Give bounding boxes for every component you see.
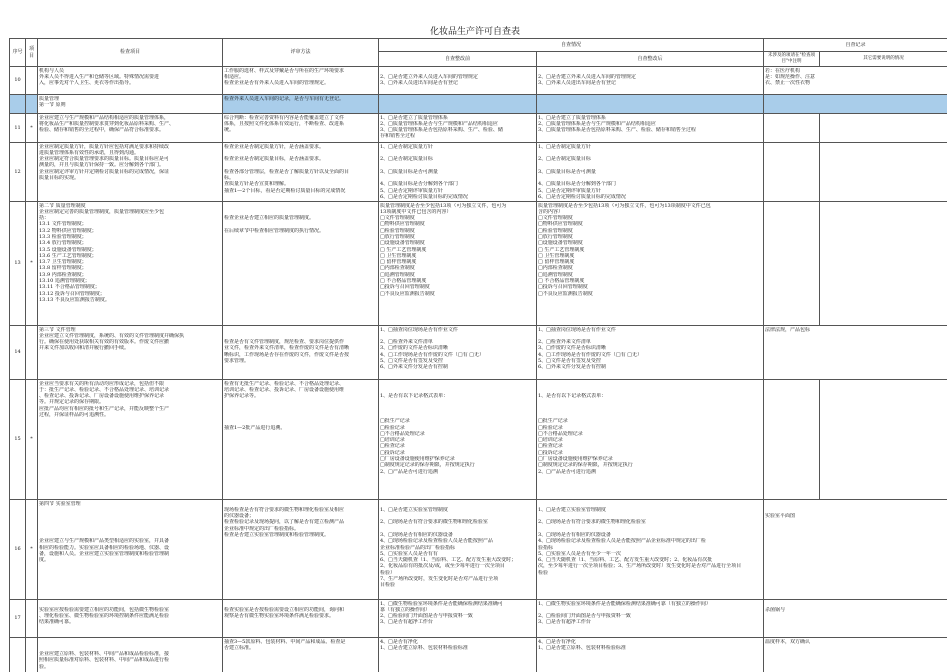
after-cell: 2、□是否建立外来人员进入车间的管理规定 3、□外来人员进出车间是否有登记: [537, 67, 764, 95]
table-row-10: [10, 67, 948, 95]
after-cell: 4、□是否有净化 1、□是否建立原料、包装材料检验标准: [537, 638, 764, 672]
remark-cell: 若：在医疗机构 是：如规范操作、注意 衣、禁止一次性衣物: [764, 67, 947, 95]
check-item-cell: 实验室应按检验需要建立相应的功能间，包括微生物检验室 、理化检验室、微生物检验室的环境控制条件应能满足检验 结果准确可靠。: [38, 600, 223, 638]
after-cell: 1、□微生物实验室环境条件是否能确保检测结果准确可靠（有独立的操作间） 2、□检验间门开面图是否与申报资料一致 3、□是否有超净工作台: [537, 600, 764, 638]
row-number: 10: [10, 67, 26, 95]
row-number: 15: [10, 380, 26, 500]
check-item-cell: 机构与人员 外来人员不得进入生产和仓储等区域。特殊情况需要进 入，应事先对个人卫生、更衣等作出指导。: [38, 67, 223, 95]
row-number: [10, 638, 26, 672]
table-row-14: [10, 326, 948, 380]
col-header-no: 序号: [10, 39, 26, 67]
row-mark: [26, 67, 38, 95]
after-cell: 1、□是否建立实验室管理制度 2、□现场是否有符合要求的微生物和理化检验室 3、□现场是否有相应的仪器设备 4、□现场检验记录及检查检验人员是否能按照产品企业标准中规定的出厂检 验指标 5、□实验室人员是否有至少一年一次 6、□当天随机查（1、当原料、工艺、配方发生重大改变时；2、化妆品有次批 次，至少每年进行一次全项目检验；3、生产场所改变时）发生变化时是否对产品进行全项目 检验: [537, 500, 764, 600]
method-cell: 工作服的选材、样式及穿戴是否与所在的生产环境要求 相适应。 检查企业是否有外来人员进入车间的管理规定。: [223, 67, 379, 95]
table-row-18: [10, 638, 948, 672]
check-item-cell: 第四节 实验室管理 企业应建立与生产规模和产品类型相适应的实验室，并具备 相应的检验能力。实验室应具备相应的检验场地、仪器、设 备，设施和人员。企业应建立实验室管理制度和检验管理制 度。: [38, 500, 223, 600]
col-header-after: 自查整改后: [537, 52, 764, 67]
remark-cell: 杀菌锅与: [764, 600, 947, 638]
row-number: 12: [10, 143, 26, 202]
col-header-method: 评审方法: [223, 39, 379, 67]
before-cell: 1、□是否建立实验室管理制度 2、□现场是否有符合要求的微生物和理化检验室 3、□现场是否有相应的仪器设备 4、□现场检验记录及检查检验人员是否能按照产品 企业标准检验产品的出厂检验指标 5、□实验室人员是否有有 6、□当天随机查（1、当原料、工艺、配方发生重大改变时； 2、化妆品原有的批次及/或，或至少每年进行一次全项目 检验） 7、生产场所改变时，发生变化时是否对产品进行全项 目检验: [379, 500, 537, 600]
before-cell: 1、是否有以下记录格式表单： □批生产记录 □检验记录 □不合格品处理记录 □培训记录 □检查记录 □投诉记录 □厂房设备设施使用维护保养记录 □制度规定记录的保存期限，并按规定执行 2、□产品是否可进行追溯: [379, 380, 537, 500]
table-row-12: [10, 143, 948, 202]
row-number: 16: [10, 500, 26, 600]
method-cell: 检查企业是否制定质量方针，是否涵盖要求。 检查企业是否制定质量目标，是否涵盖要求。 检查各部分管理层，检查是否了解质量方针以及全面的目 标。 查质量方针是否宣贯和理解。 抽查1—2个目标，看是否定期检讨质量目标的完成情况: [223, 143, 379, 202]
after-cell: 1、□抽查岗位现场是否有作业文件 2、□检查外来文件清单 3、□作废的文件是否标识清晰 4、□工作现场是否有作废的文件（□有 □无） 5、□文件是否有签发及受控 6、□外来文件分发是否有控制: [537, 326, 764, 380]
before-cell: 2、□是否建立外来人员进入车间的管理规定 3、□外来人员进出车间是否有登记: [379, 67, 537, 95]
before-cell: 4、□是否有净化 1、□是否建立原料、包装材料检验标准: [379, 638, 537, 672]
method-cell: 综合判断：检查完善资料有内容是否能覆盖建立了文件 体系，且按照文件化体系有效运行，不断检查、改进系 统。: [223, 114, 379, 143]
method-cell: 抽查3—5款原料、包装材料、中间产品和成品。检查是 否建立标准。: [223, 638, 379, 672]
check-item-cell: 企业应制定质量方针，质量方针应包括对满足要求和持续改 进质量管理体系有效性的承诺，且得到沟通。 企业应制定符合质量管理要求的质量目标。质量目标应是可 测量的，并且与质量方针保持一致。应分解到各个部门。 企业应制定评审方针并定期检讨质量目标的完成情况，保证 质量目标的实现。: [38, 143, 223, 202]
before-cell: 1、□抽查岗位现场是否有作业文件 2、□检查外来文件清单 3、□作废的文件是否标识清晰 4、□工作现场是否有作废的文件（□有 □无） 5、□文件是否有签发及受控 6、□外来文件分发是否有控制: [379, 326, 537, 380]
col-header-remark-sub2: 其它需要说明的情况: [820, 52, 947, 67]
row-number: 11: [10, 114, 26, 143]
row-mark: *: [26, 202, 38, 326]
remark-cell: 温度样本，双方确认: [764, 638, 947, 672]
method-cell: 检查有无批生产记录、检验记录、不合格品处理记录、 培训记录、检查记录、投诉记录、厂房设备设施使用维 护保养记录等。 抽查1—2批产品进行追溯。: [223, 380, 379, 500]
before-cell: 1、□微生物检验室环境条件是否能确保检测结果准确可 靠（有独立的操作间） 2、□检验间门开面图是否与申报资料一致 3、□是否有超净工作台: [379, 600, 537, 638]
after-cell: 质量管理制度是否至少包括13项（可为独立文件，也可为13项制度中文件已包 含的内容） □文件管理制度 □物料供应管理制度 □检验管理制度 □放行管理制度 □设施设备管理制度 □ 生产工艺管理制度 □ 卫生管理制度 □ 留样管理制度 □内部检查制度 □追溯管理制度 □ 不合格品管理制度 □投诉与召回管理制度 □不良反应监测报告制度: [537, 202, 764, 326]
col-header-item: 项目: [26, 39, 38, 67]
check-item-cell: 第三节 文件管理 企业应建立文件管理制度，系统的、有效的文件管理制度并确保执 行。确保在使用处获取相关有效的有效版本。作废文件应撤 并来文件加以收回和清并履行撤回手续。: [38, 326, 223, 380]
row-number: 13: [10, 202, 26, 326]
table-row-15: [10, 380, 948, 500]
sheet-title: 化妆品生产许可自查表: [429, 27, 520, 37]
check-item-cell: 企业应建立原料、包装材料、中间产品和成品检验标准，接 照相应质量标准对原料、包装材料、中间产品和成品进行检 验。: [38, 638, 223, 672]
check-item-cell: 企业应当要求有关的所有活动均应形成记录，包括但不限 于：批生产记录、检验记录、不合格品处理记录、培训记录 、检查记录、投诉记录、厂房设备设施使用维护保养记录 等。并规定记录的保存期限。 应批产品均应有相应的批号和生产记录，并能反映整个生产 过程，并保证样品的可追溯性。: [38, 380, 223, 500]
row-mark: *: [26, 500, 38, 600]
row-mark: [26, 600, 38, 638]
self-check-table-sheet: [9, 38, 947, 672]
table-row-13: [10, 202, 948, 326]
self-check-table: [9, 38, 947, 672]
row-mark: [26, 326, 38, 380]
before-cell: 1、□是否制定质量方针 2、□是否制定质量目标 3、□质量目标是否可测量 4、□质量目标是否分解到各个部门 5、□是否定期评审质量方针 6、□是否定期检讨质量目标的完成情况: [379, 143, 537, 202]
after-cell: 1、是否有以下记录格式表单： □批生产记录 □检验记录 □不合格品处理记录 □培训记录 □检查记录 □投诉记录 □厂房设备设施使用维护保养记录 □制度规定记录的保存期限，并按规定执行 2、□产品是否可进行追溯: [537, 380, 764, 500]
after-cell: 1、□是否制定质量方针 2、□是否制定质量目标 3、□质量目标是否可测量 4、□质量目标是否分解到各个部门 5、□是否定期评审质量方针 6、□是否定期检讨质量目标的完成情况: [537, 143, 764, 202]
remark-cell: 实验室平面图: [764, 500, 947, 600]
row-mark: *: [26, 380, 38, 500]
method-cell: 检查是否有文件管理制度，规范检查、要求岗位提供作 业文件，检查外来文件清单，检查作废的文件是否有清晰 晰标识，工作现场是否存在作废的文件，作废文件是否按 要求管理。: [223, 326, 379, 380]
before-cell: 1、□是否建立了质量管理体系 2、□质量管理体系是否与生产规模和产品结构相适应 3、□质量管理体系是否包括原料采购、生产、检验、储 存和销售全过程: [379, 114, 537, 143]
section-title-cell: 质量管理 第一节 原则: [38, 95, 223, 114]
method-cell: 检查企业是否建立相应的质量管理制度。 在后续章节中检查相应管理制度的执行情况。: [223, 202, 379, 326]
after-cell: 1、□是否建立了质量管理体系 2、□质量管理体系是否与生产规模和产品结构相适应 3、□质量管理体系是否包括原料采购、生产、检验、储存和销售全过程: [537, 114, 764, 143]
row-number: 14: [10, 326, 26, 380]
col-header-selfcheck: 自查情况: [379, 39, 764, 52]
before-cell: 质量管理制度是否至少包括13项（可为独立文件，也可为 13项制度中文件已包含的内容） □文件管理制度 □物料供应管理制度 □检验管理制度 □放行管理制度 □设施设备管理制度 □ 生产工艺管理制度 □ 卫生管理制度 □ 留样管理制度 □内部检查制度 □追溯管理制度 □ 不合格品管理制度 □投诉与召回管理制度 □不良反应监测报告制度: [379, 202, 537, 326]
table-row-17: [10, 600, 948, 638]
row-mark: [26, 143, 38, 202]
check-item-cell: 第二节 质量管理制度 企业应制定完善的质量管理制度，质量管理制度应至少包 括： 13.1 文件管理制度； 13.2 物料供应管理制度； 13.3 检验管理制度； 13.4 放行管理制度； 13.5 设施设备管理制度； 13.6 生产工艺管理制度； 13.7 卫生管理制度； 13.8 留样管理制度； 13.9 内部检查制度； 13.10 追溯管理制度； 13.11 不合格品管理制度； 13.12 投诉与召回管理制度； 13.13 不良反应监测报告制度。: [38, 202, 223, 326]
col-header-remark-sub1: 未涉及的项请在"检查项目"中注明: [764, 52, 820, 67]
method-cell: 检查外来人员进入车间的记录，是否与车间有无登记。: [223, 95, 379, 114]
method-cell: 检查实验室是否按检验需要设立相应的功能间，询问和 观察是否有微生物实验室环境条件满足检验要求。: [223, 600, 379, 638]
row-mark: *: [26, 114, 38, 143]
table-row-section-quality: [10, 95, 948, 114]
method-cell: 现场检查是否有符合要求的微生物和理化检验室及相应 的仪器设备； 检查检验记录及现场提问，以了解是否有建立检测产品 企业标准中规定的出厂检验指标。 检查是否建立实验室管理制度和检验管理制度。: [223, 500, 379, 600]
col-header-remark: [764, 39, 947, 52]
row-number: 17: [10, 600, 26, 638]
header-row-1: [10, 39, 948, 52]
check-item-cell: 企业应建立与生产规模和产品结构相适应的质量管理体系， 将化妆品生产和质量控制要求贯穿到化妆品原料采购、生产、 检验、储存和销售的全过程中，确保产品符合标准要求。: [38, 114, 223, 143]
remark-header-title: 自查记录: [845, 41, 866, 48]
row-mark: [26, 638, 38, 672]
table-row-11: [10, 114, 948, 143]
remark-cell: 法律法规，产品包标: [764, 326, 947, 380]
col-header-content: 检查项目: [38, 39, 223, 67]
table-row-16: [10, 500, 948, 600]
col-header-before: 自查整改前: [379, 52, 537, 67]
